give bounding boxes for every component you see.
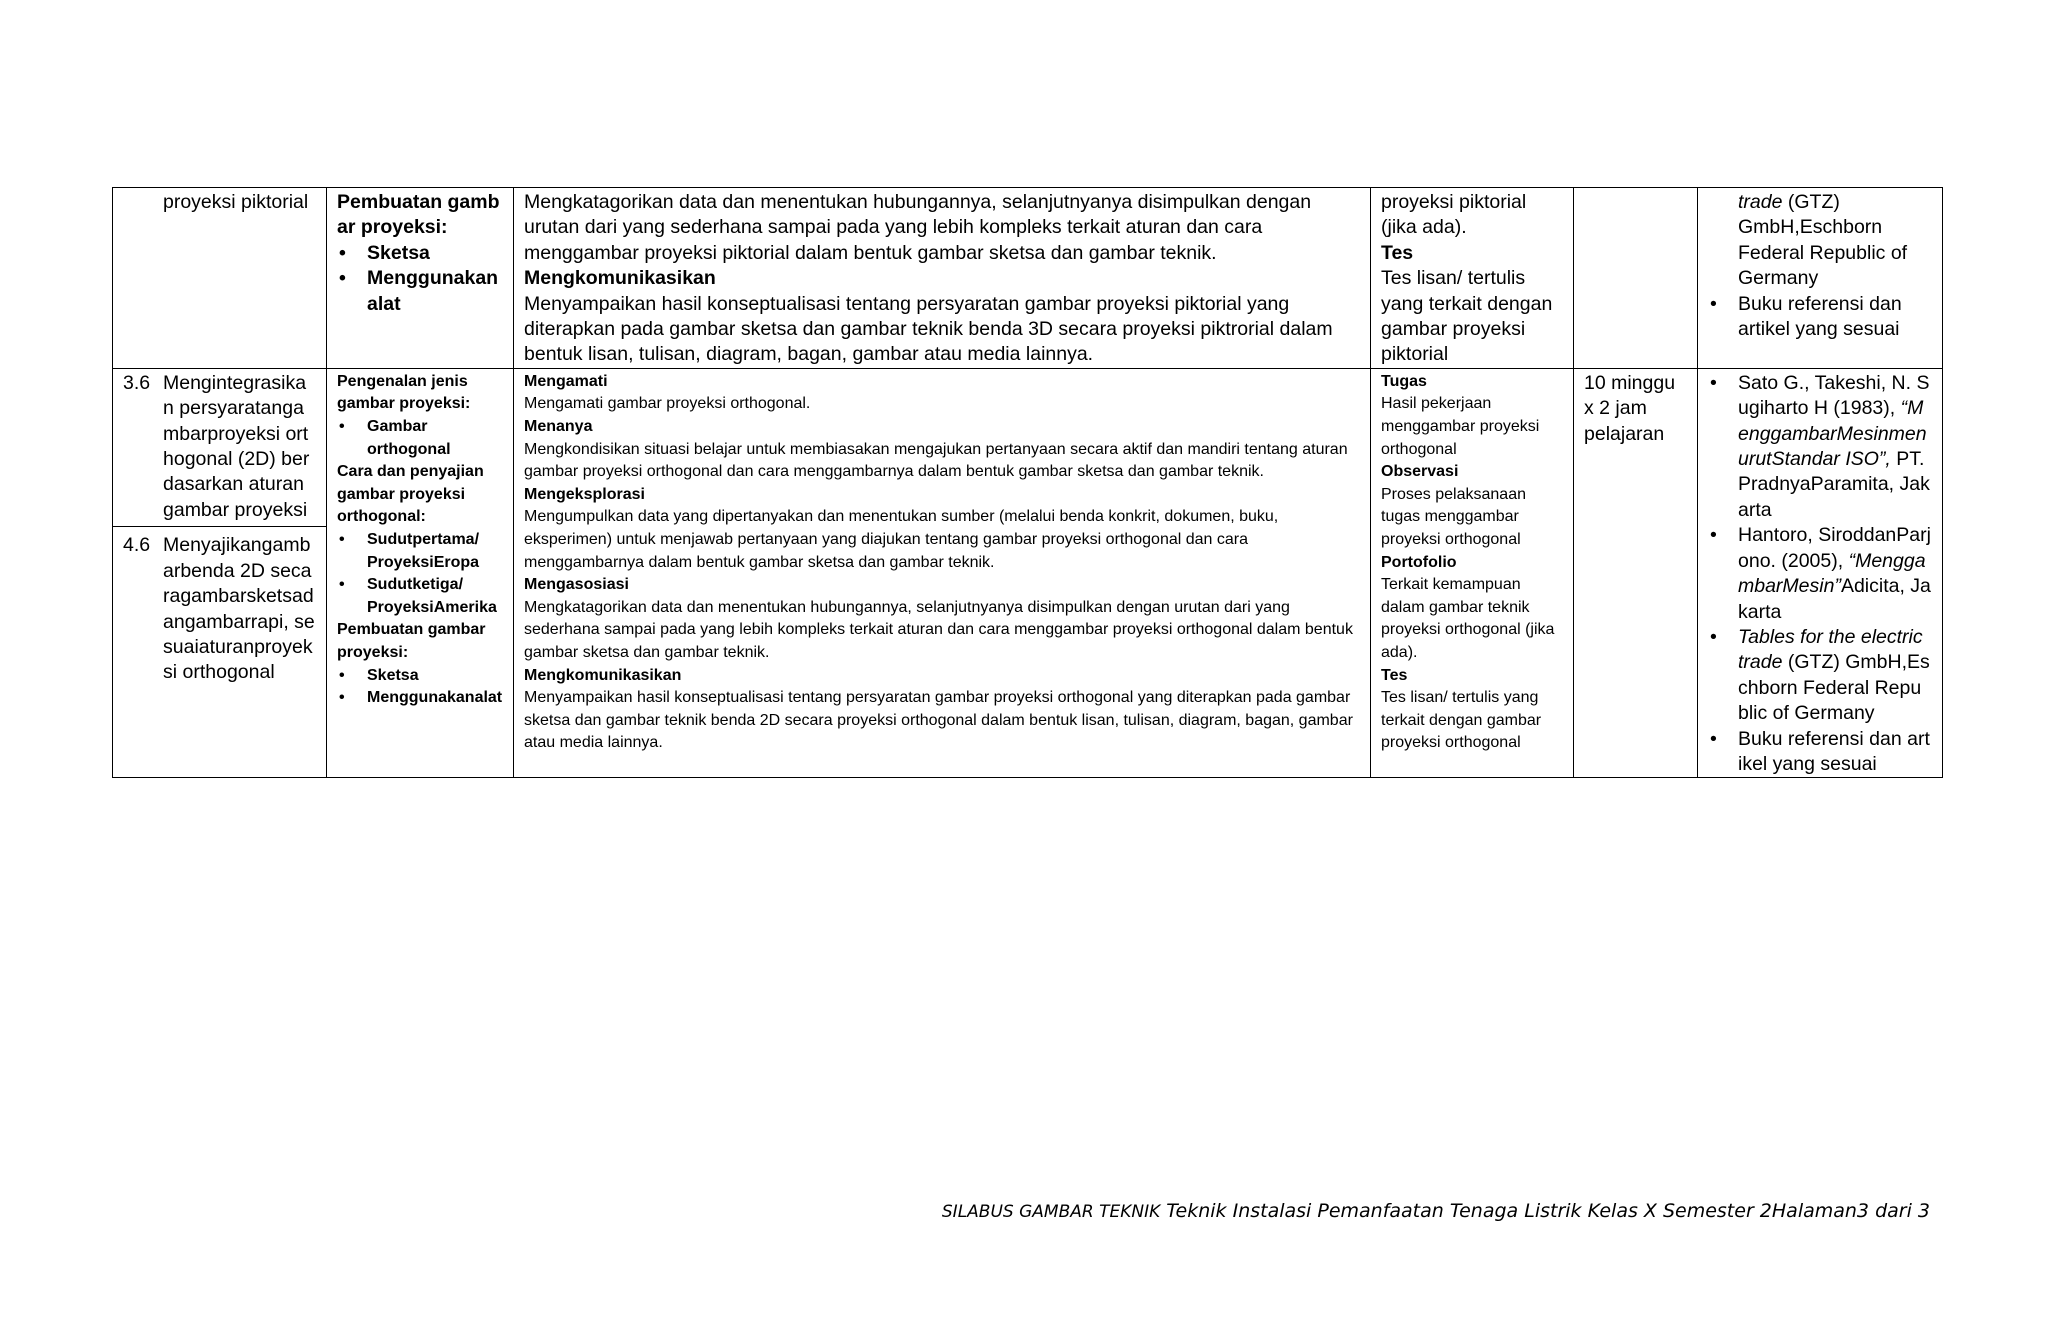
- material-heading: Cara dan penyajian gambar proyeksi orthogonal:: [337, 463, 484, 526]
- list-item: • Buku referensi dan artikel yang sesuai: [1708, 727, 1932, 778]
- list-item: • Buku referensi dan artikel yang sesuai: [1708, 292, 1932, 343]
- assessment-paragraph: Terkait kemampuan dalam gambar teknik proyeksi orthogonal (jika ada).: [1381, 576, 1555, 661]
- source-title: trade: [1738, 191, 1783, 213]
- learning-heading: Mengasosiasi: [524, 576, 629, 594]
- source-continuation: [1708, 190, 1932, 292]
- source-author: Hantoro, SiroddanParjono. (2005),: [1738, 524, 1931, 572]
- assessment-paragraph: Tes lisan/ tertulis yang terkait dengan gambar proyeksi orthogonal: [1381, 689, 1542, 752]
- assessment-heading: Tes: [1381, 666, 1408, 684]
- list-item: • Menggunakanalat: [337, 687, 503, 710]
- list-item: • Sketsa: [337, 665, 503, 688]
- assessment-paragraph: proyeksi piktorial (jika ada).: [1381, 191, 1527, 239]
- competency-number: 3.6: [123, 371, 151, 394]
- material-heading: Pembuatan gambar proyeksi:: [337, 191, 500, 239]
- syllabus-table: [112, 187, 1943, 778]
- source-publisher: PT. PradnyaParamita, Jakarta: [1738, 448, 1930, 521]
- list-item: • Sudutketiga/ ProyeksiAmerika: [337, 574, 503, 619]
- source-title: “MenggambarMesin”: [1738, 549, 1926, 598]
- list-item: • Menggunakanalat: [337, 266, 503, 317]
- time-cell: [1574, 188, 1698, 369]
- list-item: • Sudutpertama/ ProyeksiEropa: [337, 529, 503, 574]
- learning-cell: [514, 368, 1371, 778]
- assessment-cell: [1371, 188, 1574, 369]
- competency-text: Mengintegrasikan persyaratangambarproyeksi orthogonal (2D) berdasarkan aturan gambar proyeksi: [163, 371, 310, 521]
- table-row: [113, 368, 1943, 778]
- assessment-heading: Tugas: [1381, 372, 1427, 390]
- competency-text: proyeksi piktorial: [163, 191, 309, 213]
- source-cell: [1698, 188, 1943, 369]
- source-detail: (GTZ) GmbH,Eschborn Federal Republic of Germany: [1738, 191, 1908, 290]
- list-item: • Gambar orthogonal: [337, 416, 503, 461]
- learning-paragraph: Mengamati gambar proyeksi orthogonal.: [524, 395, 811, 413]
- learning-heading: Mengkomunikasikan: [524, 666, 682, 684]
- competency-cell: [113, 368, 327, 778]
- material-heading: Pembuatan gambar proyeksi:: [337, 621, 486, 661]
- assessment-cell: [1371, 368, 1574, 778]
- footer-course-title: SILABUS GAMBAR TEKNIK: [941, 1202, 1161, 1222]
- source-publisher: (GTZ) GmbH,Eschborn Federal Republic of Germany: [1738, 651, 1930, 725]
- source-cell: [1698, 368, 1943, 778]
- competency-text: Menyajikangambarbenda 2D secaragambarsketsadangambarrapi, sesuaiaturanproyeksi orthogonal: [163, 534, 315, 684]
- time-text: 10 minggu x 2 jam pelajaran: [1584, 371, 1676, 445]
- list-item: [1708, 523, 1932, 625]
- competency-4-6: [113, 526, 326, 685]
- learning-heading: Menanya: [524, 418, 593, 436]
- assessment-heading: Observasi: [1381, 463, 1459, 481]
- learning-cell: [514, 188, 1371, 369]
- competency-cell: [113, 188, 327, 369]
- learning-paragraph: Mengkatagorikan data dan menentukan hubungannya, selanjutnyanya disimpulkan dengan urutan dari yang sederhana sampai pada yang lebih kompleks terkait aturan dan cara menggambar proyeksi orthogonal dalam bentuk gambar sketsa dan gambar teknik.: [524, 598, 1353, 661]
- learning-paragraph: Mengkondisikan situasi belajar untuk membiasakan mengajukan pertanyaan secara aktif dan mandiri tentang aturan gambar proyeksi orthogonal dan cara menggambarnya dalam bentuk gambar sketsa dan gambar teknik.: [524, 440, 1348, 481]
- material-cell: [327, 188, 514, 369]
- table-row: [113, 188, 1943, 369]
- learning-paragraph: Mengumpulkan data yang dipertanyakan dan menentukan sumber (melalui benda konkrit, dokumen, buku, eksperimen) untuk menjawab pertanyaan yang diajukan tentang gambar proyeksi orthogonal dan cara menggambarnya dalam bentuk gambar sketsa dan gambar teknik.: [524, 508, 1279, 571]
- learning-heading: Mengamati: [524, 372, 608, 390]
- material-list: [337, 416, 503, 461]
- material-heading: Pengenalan jenis gambar proyeksi:: [337, 372, 471, 413]
- assessment-heading: Portofolio: [1381, 553, 1457, 571]
- time-cell: [1574, 368, 1698, 778]
- page-footer: [942, 1200, 1930, 1222]
- material-list: [337, 241, 503, 317]
- list-item: [1708, 625, 1932, 727]
- learning-heading: Mengkomunikasikan: [524, 267, 716, 290]
- material-list: [337, 529, 503, 619]
- source-title: “MenggambarMesinmenurutStandar ISO”,: [1738, 397, 1927, 471]
- learning-paragraph: Menyampaikan hasil konseptualisasi tentang persyaratan gambar proyeksi orthogonal yang diterapkan pada gambar sketsa dan gambar teknik benda 2D secara proyeksi orthogonal dalam bentuk lisan, tulisan, diagram, bagan, gambar atau media lainnya.: [524, 689, 1353, 752]
- source-title: Tables for the electric trade: [1738, 625, 1923, 674]
- assessment-paragraph: Proses pelaksanaan tugas menggambar proyeksi orthogonal: [1381, 485, 1526, 548]
- source-list: [1708, 371, 1932, 778]
- list-item: [1708, 371, 1932, 523]
- learning-paragraph: Mengkatagorikan data dan menentukan hubungannya, selanjutnyanya disimpulkan dengan urutan dari yang sederhana sampai pada yang lebih kompleks terkait aturan dan cara menggambar proyeksi piktorial dalam bentuk gambar sketsa dan gambar teknik.: [524, 191, 1312, 264]
- material-list: [337, 665, 503, 710]
- learning-heading: Mengeksplorasi: [524, 485, 645, 503]
- assessment-paragraph: Hasil pekerjaan menggambar proyeksi orthogonal: [1381, 395, 1540, 458]
- competency-number: 4.6: [123, 534, 151, 557]
- assessment-paragraph: Tes lisan/ tertulis yang terkait dengan gambar proyeksi piktorial: [1381, 267, 1553, 366]
- list-item: • Sketsa: [337, 241, 503, 266]
- learning-paragraph: Menyampaikan hasil konseptualisasi tentang persyaratan gambar proyeksi piktorial yang diterapkan pada gambar sketsa dan gambar teknik benda 3D secara proyeksi piktrorial dalam bentuk lisan, tulisan, diagram, bagan, gambar atau media lainnya.: [524, 292, 1333, 366]
- source-publisher: Adicita, Jakarta: [1738, 575, 1931, 623]
- footer-detail: Teknik Instalasi Pemanfaatan Tenaga Listrik Kelas X Semester 2Halaman3 dari 3: [1160, 1200, 1930, 1222]
- assessment-heading: Tes: [1381, 241, 1414, 264]
- competency-3-6: [123, 371, 316, 523]
- source-list: [1708, 292, 1932, 343]
- source-author: Sato G., Takeshi, N. Sugiharto H (1983),: [1738, 371, 1930, 420]
- material-cell: [327, 368, 514, 778]
